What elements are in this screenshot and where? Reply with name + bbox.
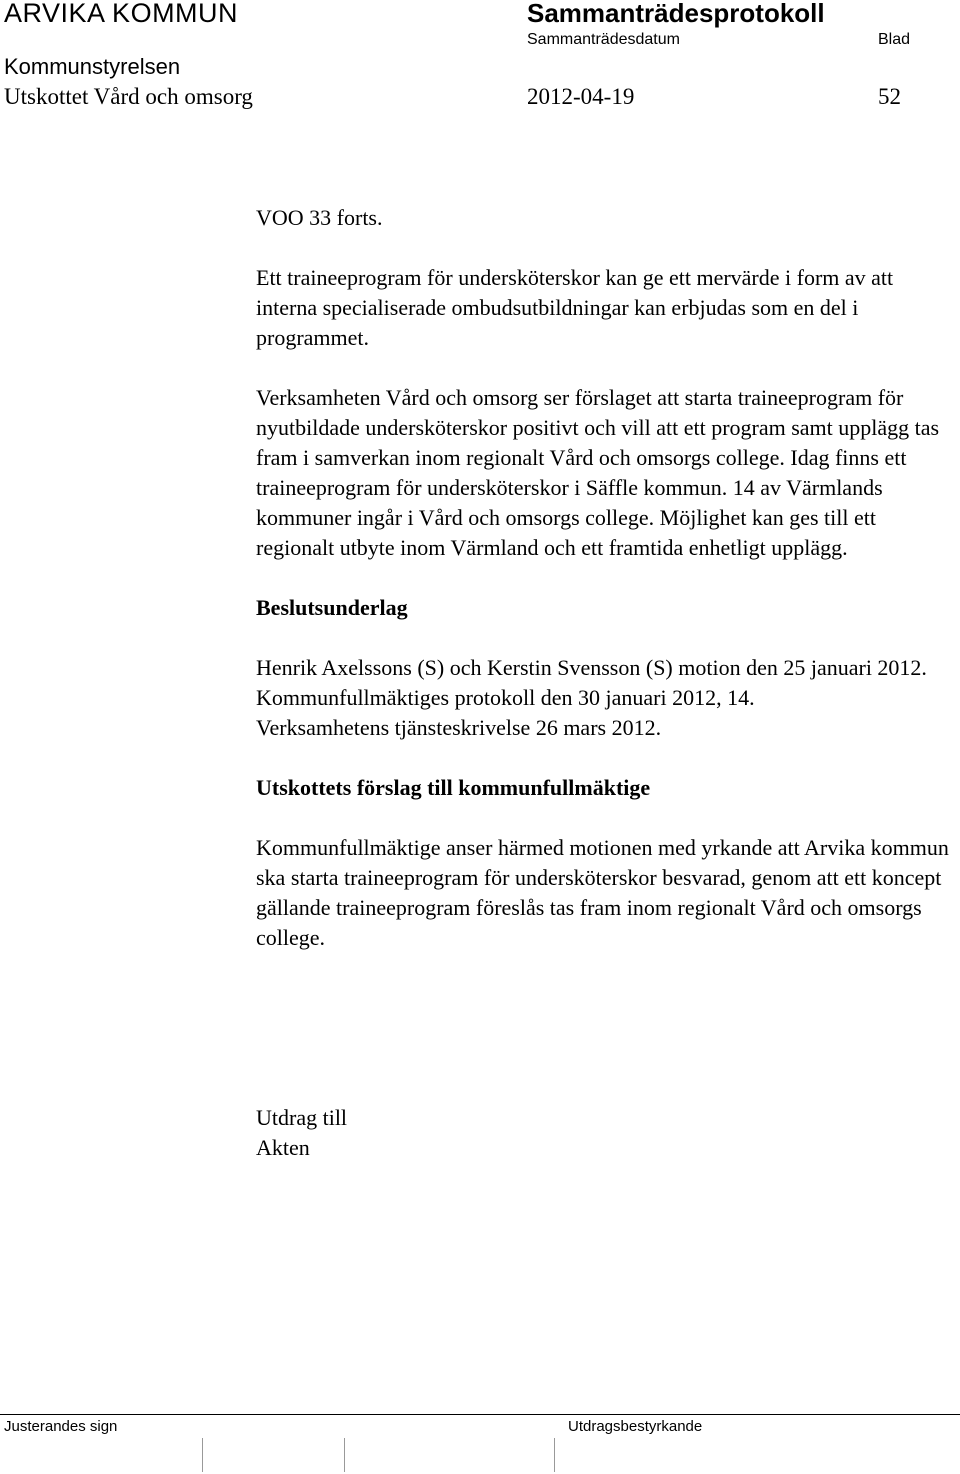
signature-box-divider [202, 1438, 203, 1472]
signature-label: Justerandes sign [4, 1418, 118, 1435]
document-title: Sammanträdesprotokoll [527, 0, 825, 28]
meeting-date: 2012-04-19 [527, 84, 635, 109]
section-reference: VOO 33 forts. [256, 205, 383, 230]
excerpt-to-label: Utdrag till [256, 1105, 348, 1130]
organization-name: ARVIKA KOMMUN [4, 0, 239, 28]
signature-box-divider [554, 1438, 555, 1472]
page-number: 52 [878, 84, 901, 109]
meeting-date-label: Sammanträdesdatum [527, 31, 680, 48]
paragraph-statement: Verksamheten Vård och omsorg ser förslaget att starta traineeprogram för nyutbildade undersköterskor positivt och vill att ett program samt upplägg tas fram i samverkan inom regionalt Vård och omsorgs college. Idag finns ett traineeprogram för undersköterskor i Säffle kommun. 14 av Värmlands kommuner ingår i Vård och omsorgs college. Möjlighet kan ges till ett regionalt utbyte inom Värmland och ett framtida enhetligt upplägg. [256, 385, 940, 560]
heading-decision-basis: Beslutsunderlag [256, 595, 408, 620]
page-label: Blad [878, 31, 911, 48]
footer-divider [0, 1414, 960, 1415]
basis-item: Henrik Axelssons (S) och Kerstin Svensson (S) motion den 25 januari 2012. [256, 655, 927, 680]
paragraph-proposal: Kommunfullmäktige anser härmed motionen med yrkande att Arvika kommun ska starta traineeprogram för undersköterskor besvarad, genom att ett koncept gällande traineeprogram föreslås tas fram inom regionalt Vård och omsorgs college. [256, 835, 949, 950]
heading-proposal: Utskottets förslag till kommunfullmäktige [256, 775, 651, 800]
paragraph-intro: Ett traineeprogram för undersköterskor kan ge ett mervärde i form av att interna specialiserade ombudsutbildningar kan erbjudas som en del i programmet. [256, 265, 894, 350]
excerpt-recipient: Akten [256, 1135, 310, 1160]
protocol-body [256, 203, 956, 1163]
board-name: Kommunstyrelsen [4, 54, 181, 79]
committee-name: Utskottet Vård och omsorg [4, 84, 253, 109]
certification-label: Utdragsbestyrkande [568, 1418, 703, 1435]
signature-box-divider [344, 1438, 345, 1472]
basis-item: Kommunfullmäktiges protokoll den 30 januari 2012, 14. [256, 685, 755, 710]
basis-item: Verksamhetens tjänsteskrivelse 26 mars 2012. [256, 715, 662, 740]
